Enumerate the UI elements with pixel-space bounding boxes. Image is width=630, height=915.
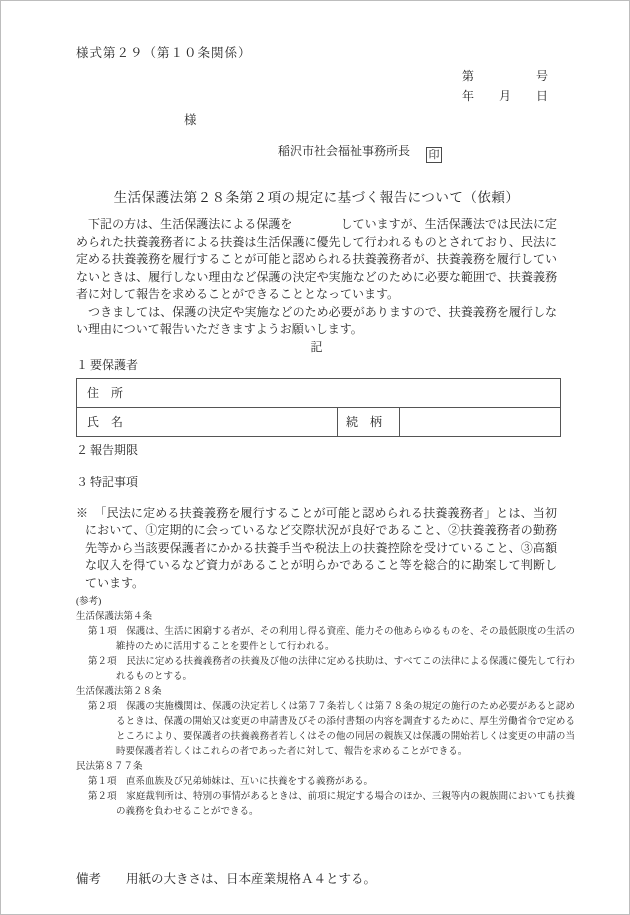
reference-law-item: 第１項 直系血族及び兄弟姉妹は、互いに扶養をする義務がある。 xyxy=(88,777,374,787)
seal-box: 印 xyxy=(426,147,442,163)
reference-law-item: 第２項 民法に定める扶養義務者の扶養及び他の法律に定める扶助は、すべてこの法律による保護に優先して行われるものとする。 xyxy=(88,657,575,682)
document-title: 生活保護法第２８条第２項の規定に基づく報告について（依頼） xyxy=(113,190,520,205)
sender-line xyxy=(76,142,557,163)
note-paragraph: ※ 「民法に定める扶養義務を履行することが可能と認められる扶養義務者」とは、当初において、①定期的に会っているなど交際状況が良好であること、②扶養義務者の勤務先等から当該要保護者にかかる扶養手当や税法上の扶養控除を受けていること、③高額な収入を得ているなど資力があることが明らかであること等を総合的に勘案して判断しています。 xyxy=(76,505,557,590)
reference-law-3 xyxy=(76,760,575,820)
address-row xyxy=(77,378,561,407)
section-3-label: 特記事項 xyxy=(90,475,139,489)
document-number-line xyxy=(76,66,557,86)
doc-number-prefix: 第 xyxy=(461,69,474,83)
date-month-label: 月 xyxy=(498,89,511,103)
record-marker: 記 xyxy=(310,339,323,354)
reference-law-item: 第２項 家庭裁判所は、特別の事情があるときは、前項に規定する場合のほか、三親等内の親族間においても扶養の義務を負わせることができる。 xyxy=(88,792,575,817)
honorific-label: 様 xyxy=(184,113,197,127)
section-1-label: 要保護者 xyxy=(90,358,139,372)
reference-law-item: 第１項 保護は、生活に困窮する者が、その利用し得る資産、能力その他あらゆるものを、その最低限度の生活の維持のために活用することを要件として行われる。 xyxy=(88,627,575,652)
section-3-heading xyxy=(76,474,557,492)
name-label: 氏 名 xyxy=(87,415,124,429)
section-2-number: ２ xyxy=(76,442,89,457)
reference-law-3-title: 民法第８７７条 xyxy=(76,762,143,772)
address-label: 住 所 xyxy=(87,386,124,400)
reference-heading: (参考) xyxy=(76,597,102,607)
body-paragraph-1: 下記の方は、生活保護法による保護を していますが、生活保護法では民法に定められた扶養義務者による扶養は生活保護に優先して行われるものとされており、民法に定める扶養義務を履行することが可能と認められる扶養義務者が、扶養義務を履行していないときは、履行しない理由など保護の決定や実施などのために必要な範囲で、扶養義務者に対して報告を求めることができることとなっています。 xyxy=(76,217,557,301)
section-3-number: ３ xyxy=(76,475,89,489)
reference-law-2-title: 生活保護法第２８条 xyxy=(76,687,162,697)
section-2-heading xyxy=(76,442,557,460)
relation-value-cell xyxy=(400,407,561,436)
remark-line: 備考 用紙の大きさは、日本産業規格Ａ４とする。 xyxy=(76,872,377,886)
relation-label-cell xyxy=(338,407,400,436)
reference-law-item: 第２項 保護の実施機関は、保護の決定若しくは第７７条若しくは第７８条の規定の施行のため必要があると認めるときは、保護の開始又は変更の申請書及びその添付書類の内容を調査するために、厚生労働省令で定めるところにより、要保護者の扶養義務者若しくはその他の同居の親族又は保護の開始若しくは変更の申請の当時要保護者若しくはこれらの者であった者に対して、報告を求めることができる。 xyxy=(88,702,575,757)
doc-number-suffix: 号 xyxy=(535,69,548,83)
relation-label: 続 柄 xyxy=(346,415,383,429)
form-number: 様式第２９（第１０条関係） xyxy=(76,46,252,60)
date-day-label: 日 xyxy=(535,89,548,103)
section-2-label: 報告期限 xyxy=(90,442,139,457)
reference-section xyxy=(76,595,575,820)
address-cell xyxy=(77,378,561,407)
name-row xyxy=(77,407,561,436)
reference-law-1 xyxy=(76,610,575,685)
reference-law-1-title: 生活保護法第４条 xyxy=(76,612,153,622)
name-cell xyxy=(77,407,338,436)
date-line xyxy=(76,86,557,106)
body-paragraph-2: つきましては、保護の決定や実施などのため必要がありますので、扶養義務を履行しない理由について報告いただきますようお願いします。 xyxy=(76,304,557,336)
section-1-number: １ xyxy=(76,358,89,372)
section-1-heading xyxy=(76,357,557,375)
reference-law-2 xyxy=(76,685,575,760)
sender-name: 稲沢市社会福祉事務所長 xyxy=(277,144,410,158)
subject-person-table xyxy=(76,378,561,437)
date-year-label: 年 xyxy=(461,89,474,103)
addressee-line xyxy=(76,112,557,129)
